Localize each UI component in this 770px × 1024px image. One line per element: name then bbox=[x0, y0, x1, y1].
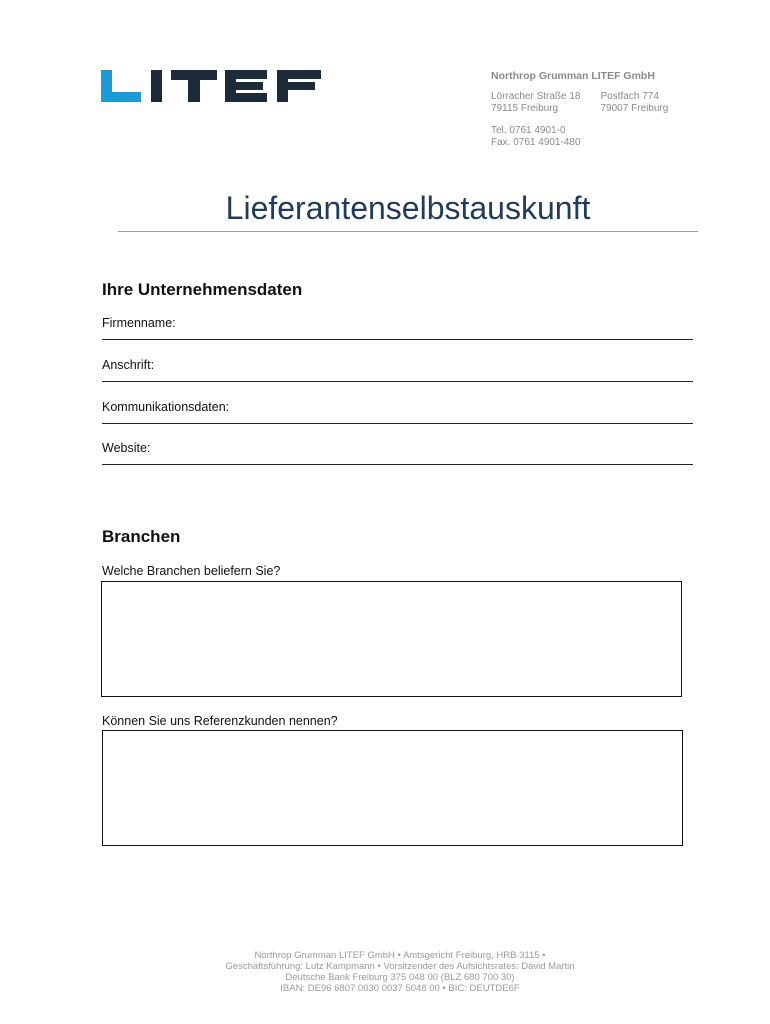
field-communication[interactable] bbox=[102, 400, 693, 424]
references-answer-box[interactable] bbox=[102, 730, 683, 846]
footer bbox=[100, 950, 700, 994]
field-website[interactable] bbox=[102, 441, 693, 465]
section-heading-company: Ihre Unternehmensdaten bbox=[102, 280, 303, 299]
field-label: Anschrift: bbox=[102, 358, 155, 372]
telephone: Tel. 0761 4901-0 bbox=[491, 125, 566, 136]
field-address[interactable] bbox=[102, 358, 693, 382]
field-company-name[interactable] bbox=[102, 316, 693, 340]
postbox-city: 79007 Freiburg bbox=[600, 103, 669, 114]
field-line[interactable] bbox=[102, 423, 693, 424]
field-label: Kommunikationsdaten: bbox=[102, 400, 230, 414]
postbox: Postfach 774 bbox=[600, 91, 659, 102]
document-title: Lieferantenselbstauskunft bbox=[225, 190, 591, 226]
field-line[interactable] bbox=[102, 464, 693, 465]
field-label: Firmenname: bbox=[102, 316, 176, 330]
litef-logo-mark bbox=[101, 70, 321, 102]
footer-line-2: Geschäftsführung: Lutz Kampmann • Vorsitzender des Aufsichtsrates: David Martin bbox=[225, 961, 575, 972]
address-street: Lörracher Straße 18 bbox=[491, 91, 581, 102]
litef-logo bbox=[101, 70, 321, 102]
section-heading-branchen: Branchen bbox=[102, 527, 181, 546]
question-industries: Welche Branchen beliefern Sie? bbox=[102, 564, 281, 578]
industries-answer-box[interactable] bbox=[101, 581, 682, 697]
field-label: Website: bbox=[102, 441, 151, 455]
footer-line-1: Northrop Grumman LITEF GmbH • Amtsgericht Freiburg, HRB 3115 • bbox=[254, 950, 546, 961]
company-name: Northrop Grumman LITEF GmbH bbox=[491, 70, 655, 82]
fax: Fax. 0761 4901-480 bbox=[491, 137, 581, 148]
field-line[interactable] bbox=[102, 339, 693, 340]
footer-line-4: IBAN: DE96 6807 0030 0037 5048 00 • BIC: DEUTDE6F bbox=[280, 983, 520, 994]
company-address-block bbox=[491, 70, 668, 149]
address-city: 79115 Freiburg bbox=[491, 103, 559, 114]
footer-line-3: Deutsche Bank Freiburg 375 048 00 (BLZ 680 700 30) bbox=[285, 972, 515, 983]
title-divider bbox=[118, 231, 698, 232]
question-references: Können Sie uns Referenzkunden nennen? bbox=[102, 714, 338, 728]
field-line[interactable] bbox=[102, 381, 693, 382]
